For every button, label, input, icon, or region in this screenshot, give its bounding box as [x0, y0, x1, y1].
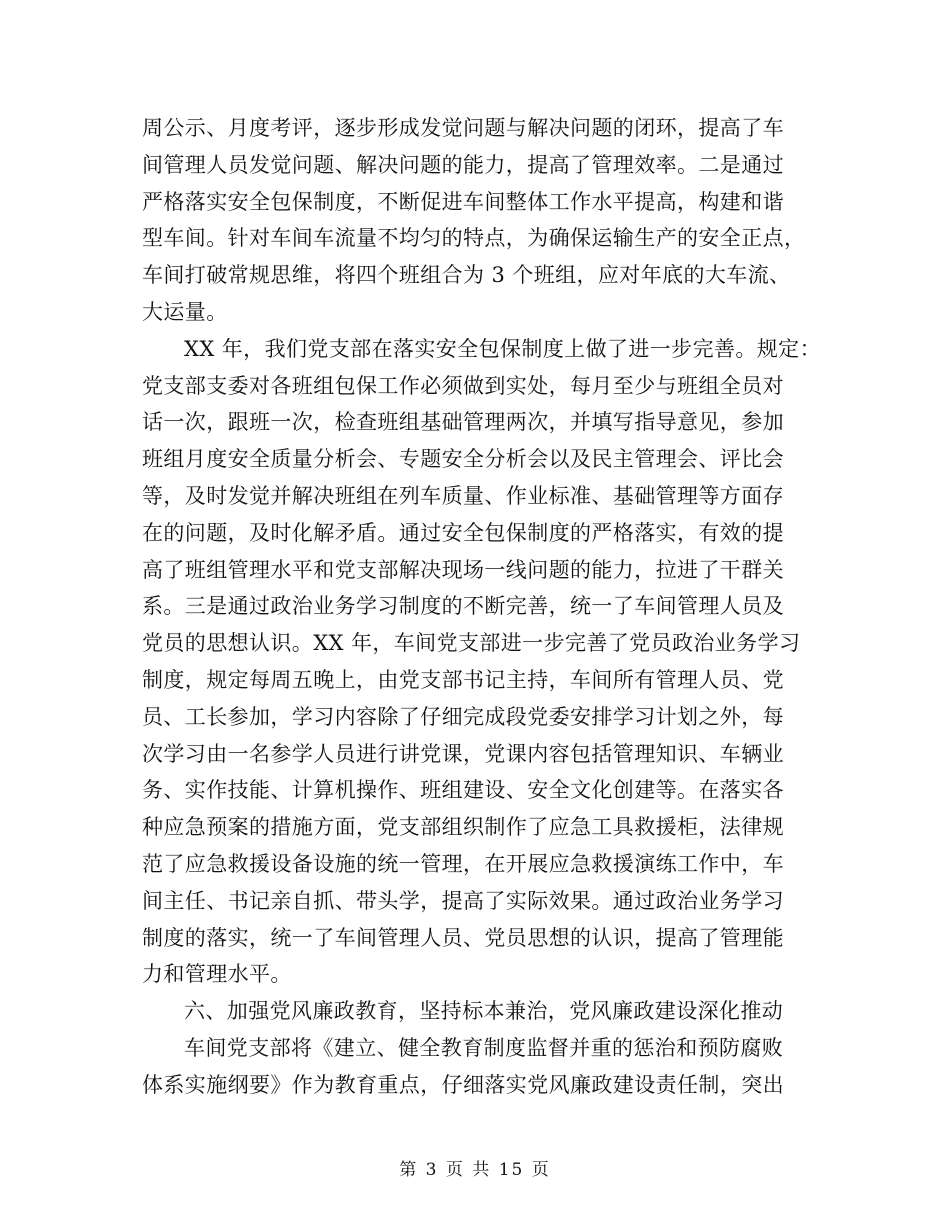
text-line: 间管理人员发觉问题、解决问题的能力，提高了管理效率。二是通过	[142, 152, 784, 177]
text-line: 范了应急救援设备设施的统一管理，在开展应急救援演练工作中，车	[142, 851, 784, 876]
text-line: 六、加强党风廉政教育，坚持标本兼治，党风廉政建设深化推动	[184, 999, 784, 1024]
text-line: 大运量。	[142, 299, 228, 324]
text-line: 体系实施纲要》作为教育重点，仔细落实党风廉政建设责任制，突出	[142, 1072, 784, 1097]
text-line: 力和管理水平。	[142, 962, 292, 987]
text-line: 车间打破常规思维，将四个班组合为 3 个班组，应对年底的大车流、	[142, 263, 791, 288]
text-line: 务、实作技能、计算机操作、班组建设、安全文化创建等。在落实各	[142, 778, 784, 803]
text-line: 话一次，跟班一次，检查班组基础管理两次，并填写指导意见，参加	[142, 410, 784, 435]
text-line: 制度的落实，统一了车间管理人员、党员思想的认识，提高了管理能	[142, 925, 784, 950]
text-line: 制度，规定每周五晚上，由党支部书记主持，车间所有管理人员、党	[142, 667, 784, 692]
text-line: 党支部支委对各班组包保工作必须做到实处，每月至少与班组全员对	[142, 373, 784, 398]
document-body	[142, 110, 821, 1104]
text-line: 间主任、书记亲自抓、带头学，提高了实际效果。通过政治业务学习	[142, 888, 784, 913]
text-line: 次学习由一名参学人员进行讲党课，党课内容包括管理知识、车辆业	[142, 741, 784, 766]
text-line: 高了班组管理水平和党支部解决现场一线问题的能力，拉进了干群关	[142, 557, 784, 582]
text-line: 严格落实安全包保制度，不断促进车间整体工作水平提高，构建和谐	[142, 189, 784, 214]
page-number-footer: 第 3 页 共 15 页	[399, 1160, 551, 1180]
text-line: 在的问题，及时化解矛盾。通过安全包保制度的严格落实，有效的提	[142, 520, 784, 545]
text-line: 周公示、月度考评，逐步形成发觉问题与解决问题的闭环，提高了车	[142, 116, 784, 140]
text-line: 班组月度安全质量分析会、专题安全分析会以及民主管理会、评比会	[142, 447, 784, 472]
text-line: 系。三是通过政治业务学习制度的不断完善，统一了车间管理人员及	[142, 594, 784, 619]
text-line: 党员的思想认识。XX 年，车间党支部进一步完善了党员政治业务学习	[142, 631, 801, 656]
text-line: 种应急预案的措施方面，党支部组织制作了应急工具救援柜，法律规	[142, 815, 784, 840]
text-line: 员、工长参加，学习内容除了仔细完成段党委安排学习计划之外，每	[142, 704, 784, 729]
text-line: XX 年，我们党支部在落实安全包保制度上做了进一步完善。规定：	[184, 336, 821, 361]
text-line: 型车间。针对车间车流量不均匀的特点，为确保运输生产的安全正点，	[142, 226, 806, 251]
text-line: 车间党支部将《建立、健全教育制度监督并重的惩治和预防腐败	[184, 1035, 784, 1060]
text-line: 等，及时发觉并解决班组在列车质量、作业标准、基础管理等方面存	[142, 483, 784, 508]
